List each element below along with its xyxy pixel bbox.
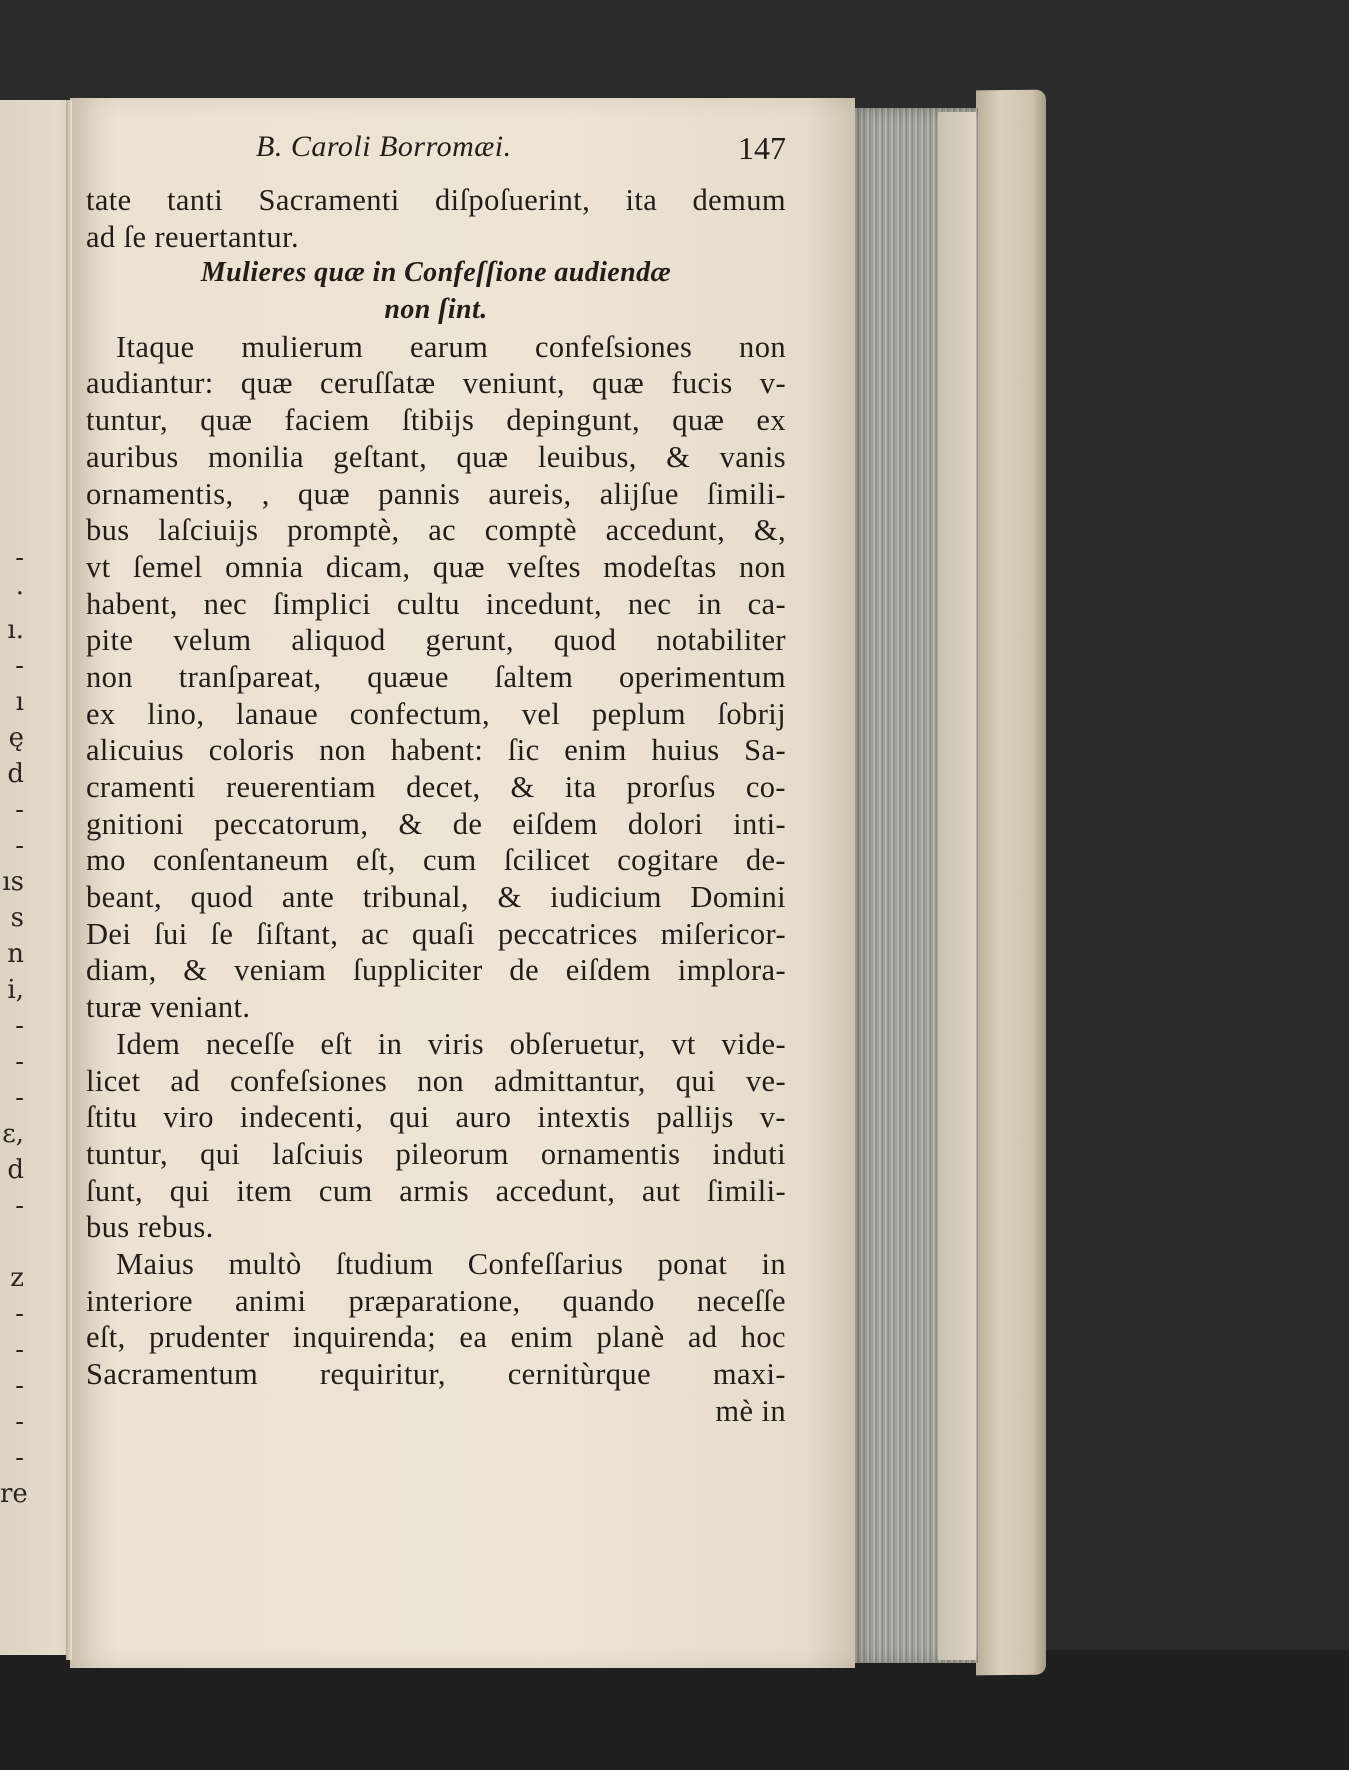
text-line: cramenti reuerentiam decet, & ita prorſus co- <box>86 770 786 804</box>
margin-fragment: z <box>10 1263 24 1293</box>
margin-fragment: ε, <box>2 1119 24 1149</box>
text-line: habent, nec ſimplici cultu incedunt, nec in ca- <box>86 586 786 621</box>
section-heading: Mulieres quæ in Confeſſione audiendæ <box>200 257 672 289</box>
margin-fragment: - <box>15 1011 24 1041</box>
margin-fragment: d <box>7 759 24 789</box>
margin-fragment: ı <box>15 687 24 717</box>
margin-fragment: - <box>15 1335 24 1365</box>
book-cover <box>976 90 1046 1676</box>
page-fore-edge-light <box>938 112 976 1660</box>
text-line: tuntur, qui laſciuis pileorum ornamentis induti <box>86 1136 786 1171</box>
text-line: ex lino, lanaue confectum, vel peplum ſobrij <box>86 696 786 731</box>
section-heading: non ſint. <box>384 294 488 326</box>
margin-fragment: d <box>7 1155 24 1185</box>
margin-fragment: s <box>10 903 24 933</box>
margin-fragment: - <box>15 651 24 681</box>
page-number: 147 <box>738 130 786 166</box>
margin-fragment: · <box>15 579 24 609</box>
text-line: mo conſentaneum eſt, cum ſcilicet cogitare de- <box>86 843 786 878</box>
text-line: vt ſemel omnia dicam, quæ veſtes modeſtas non <box>86 549 786 584</box>
margin-fragment: n <box>7 939 24 969</box>
text-line: ornamentis, , quæ pannis aureis, alijſue ſimili- <box>86 476 786 511</box>
text-line: pite velum aliquod gerunt, quod notabiliter <box>86 623 786 658</box>
margin-fragment: - <box>15 1407 24 1437</box>
backdrop <box>0 1650 1349 1770</box>
text-line: beant, quod ante tribunal, & iudicium Domini <box>86 880 786 915</box>
text-line: Idem neceſſe eſt in viris obſeruetur, vt vide- <box>116 1026 786 1061</box>
text-line: gnitioni peccatorum, & de eiſdem dolori inti- <box>86 806 786 841</box>
margin-fragment: i, <box>7 975 24 1005</box>
page-header <box>86 130 786 182</box>
text-line: interiore animi præparatione, quando neceſſe <box>86 1283 786 1318</box>
margin-fragment: - <box>15 1047 24 1077</box>
catchword: mè in <box>715 1393 786 1428</box>
margin-fragment: ı. <box>7 615 24 645</box>
text-line: diam, & veniam ſuppliciter de eiſdem implora- <box>86 953 786 988</box>
margin-fragment: - <box>15 1083 24 1113</box>
page-text <box>86 130 786 1429</box>
text-line: auribus monilia geſtant, quæ leuibus, & vanis <box>86 439 786 474</box>
margin-fragment: ę <box>8 723 24 753</box>
text-line: non tranſpareat, quæue ſaltem operimentum <box>86 659 786 694</box>
text-line: tuntur, quæ faciem ſtibijs depingunt, quæ ex <box>86 403 786 438</box>
margin-fragment: - <box>15 543 24 573</box>
body-text <box>86 182 786 1429</box>
text-line: Sacramentum requiritur, cernitùrque maxi- <box>86 1357 786 1391</box>
margin-fragment: - <box>15 1299 24 1329</box>
margin-fragment: - <box>15 795 24 825</box>
margin-fragment: ıs <box>2 867 24 897</box>
text-line: eſt, prudenter inquirenda; ea enim planè ad hoc <box>86 1320 786 1355</box>
margin-fragment: - <box>15 831 24 861</box>
running-head: B. Caroli Borromæi. <box>256 130 512 163</box>
text-line: ad ſe reuertantur. <box>86 219 299 254</box>
text-line: ſtitu viro indecenti, qui auro intextis pallijs v- <box>86 1100 786 1135</box>
text-line: tate tanti Sacramenti diſpoſuerint, ita demum <box>86 183 786 217</box>
margin-fragment: - <box>15 1371 24 1401</box>
margin-fragment <box>0 1224 24 1260</box>
text-line: ſunt, qui item cum armis accedunt, aut ſimili- <box>86 1173 786 1208</box>
text-line: Maius multò ſtudium Confeſſarius ponat in <box>116 1246 786 1281</box>
text-line: alicuius coloris non habent: ſic enim huius Sa- <box>86 733 786 768</box>
gutter <box>66 100 72 1660</box>
text-line: Itaque mulierum earum confeſsiones non <box>116 329 786 364</box>
text-line: licet ad confeſsiones non admittantur, qui ve- <box>86 1063 786 1098</box>
text-line: bus rebus. <box>86 1210 214 1245</box>
text-line: audiantur: quæ ceruſſatæ veniunt, quæ fucis v- <box>86 366 786 401</box>
margin-fragment: - <box>15 1191 24 1221</box>
text-line: bus laſciuijs promptè, ac comptè accedunt, &, <box>86 513 786 548</box>
facing-page-margin-text <box>0 540 28 1512</box>
text-line: turæ veniant. <box>86 990 251 1025</box>
margin-fragment: re <box>0 1479 28 1509</box>
text-line: Dei ſui ſe ſiſtant, ac quaſi peccatrices miſericor- <box>86 916 786 951</box>
margin-fragment: - <box>15 1443 24 1473</box>
